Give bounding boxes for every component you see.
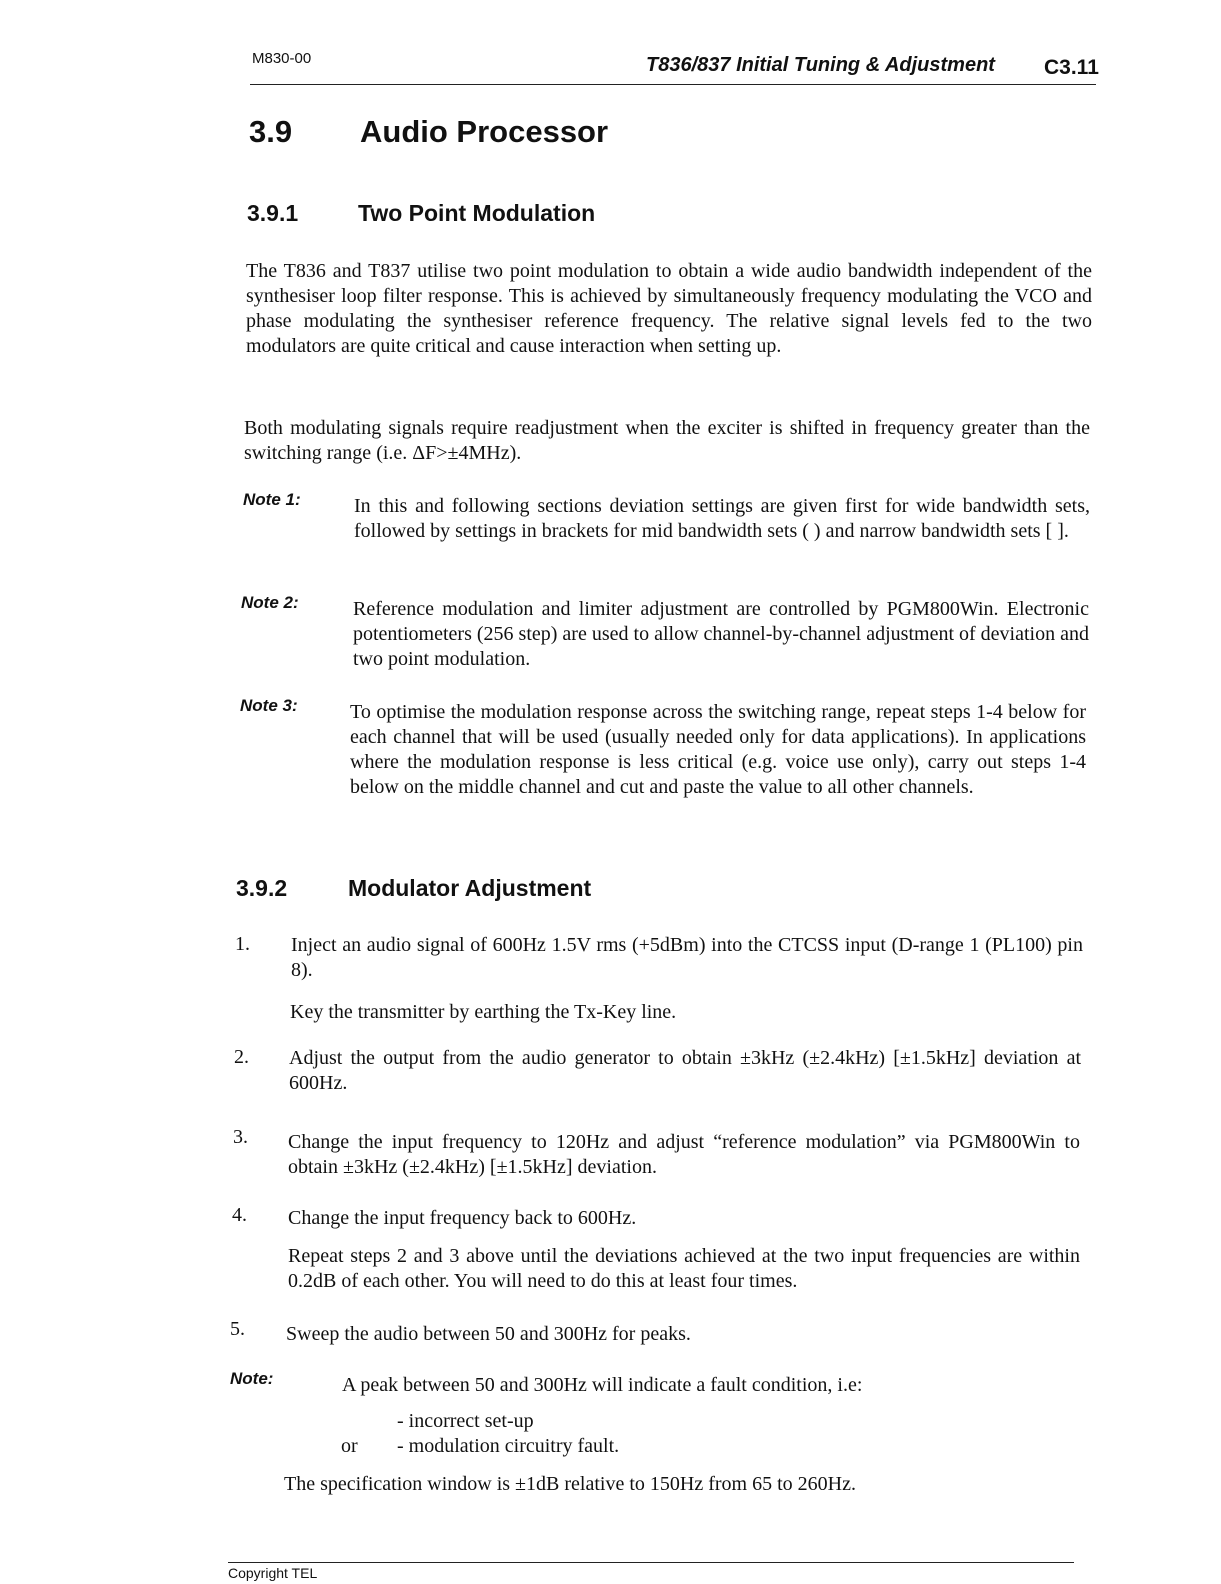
header-rule — [250, 84, 1096, 85]
subsection-2-title: Modulator Adjustment — [348, 875, 592, 901]
paragraph-readjustment: Both modulating signals require readjustment when the exciter is shifted in frequency greater than the switching range (i.e. ΔF>±4MHz). — [244, 417, 1090, 464]
copyright-text: Copyright TEL — [228, 1566, 318, 1581]
document-code: M830-00 — [252, 50, 312, 67]
step-4-text: Change the input frequency back to 600Hz. — [288, 1207, 637, 1229]
step-4-subtext: Repeat steps 2 and 3 above until the deviations achieved at the two input frequencies are within 0.2dB of each other. You will need to do this at least four times. — [288, 1245, 1080, 1292]
note-3-text: To optimise the modulation response across the switching range, repeat steps 1-4 below for each channel that will be used (usually needed only for data applications). In applications where the modulation response is less critical (e.g. voice use only), carry out steps 1-4 below on the middle channel and cut and paste the value to all other channels. — [350, 701, 1086, 798]
step-5-number: 5. — [230, 1318, 245, 1340]
step-2-number: 2. — [234, 1046, 249, 1068]
step-5-text: Sweep the audio between 50 and 300Hz for peaks. — [286, 1323, 691, 1345]
note-3-label: Note 3: — [240, 696, 298, 715]
step-2-text: Adjust the output from the audio generator to obtain ±3kHz (±2.4kHz) [±1.5kHz] deviation at 600Hz. — [289, 1047, 1081, 1094]
step-4-number: 4. — [232, 1204, 247, 1226]
footer-rule — [228, 1562, 1074, 1563]
step-1-number: 1. — [235, 933, 250, 955]
note-1-label: Note 1: — [243, 490, 301, 509]
final-note-bullet-1: - incorrect set-up — [397, 1410, 534, 1432]
note-2-text: Reference modulation and limiter adjustment are controlled by PGM800Win. Electronic potentiometers (256 step) are used to allow channel-by-channel adjustment of deviation and two point modulation. — [353, 598, 1089, 670]
paragraph-two-point-modulation: The T836 and T837 utilise two point modulation to obtain a wide audio bandwidth independent of the synthesiser loop filter response. This is achieved by simultaneously frequency modulating the VCO and phase modulating the synthesiser reference frequency. The relative signal levels fed to the two modulators are quite critical and cause interaction when setting up. — [246, 260, 1092, 357]
subsection-1-title: Two Point Modulation — [358, 200, 596, 226]
page-number: C3.11 — [1044, 56, 1099, 79]
section-number: 3.9 — [249, 114, 293, 149]
step-3-number: 3. — [233, 1126, 248, 1148]
specification-window-text: The specification window is ±1dB relative to 150Hz from 65 to 260Hz. — [284, 1473, 856, 1495]
final-note-text: A peak between 50 and 300Hz will indicate a fault condition, i.e: — [342, 1374, 863, 1396]
final-note-label: Note: — [230, 1369, 274, 1388]
section-title: Audio Processor — [360, 114, 609, 149]
note-2-label: Note 2: — [241, 593, 299, 612]
document-title: T836/837 Initial Tuning & Adjustment — [646, 54, 995, 76]
step-3-text: Change the input frequency to 120Hz and adjust “reference modulation” via PGM800Win to obtain ±3kHz (±2.4kHz) [±1.5kHz] deviation. — [288, 1131, 1080, 1178]
subsection-1-number: 3.9.1 — [247, 200, 299, 226]
final-note-or: or — [341, 1435, 358, 1457]
final-note-bullet-2: - modulation circuitry fault. — [397, 1435, 620, 1457]
note-1-text: In this and following sections deviation settings are given first for wide bandwidth sets, followed by settings in brackets for mid bandwidth sets ( ) and narrow bandwidth sets [ ]. — [354, 495, 1090, 542]
step-1-subtext: Key the transmitter by earthing the Tx-Key line. — [290, 1001, 677, 1023]
subsection-2-number: 3.9.2 — [236, 875, 288, 901]
step-1-text: Inject an audio signal of 600Hz 1.5V rms (+5dBm) into the CTCSS input (D-range 1 (PL100) pin 8). — [291, 934, 1083, 981]
